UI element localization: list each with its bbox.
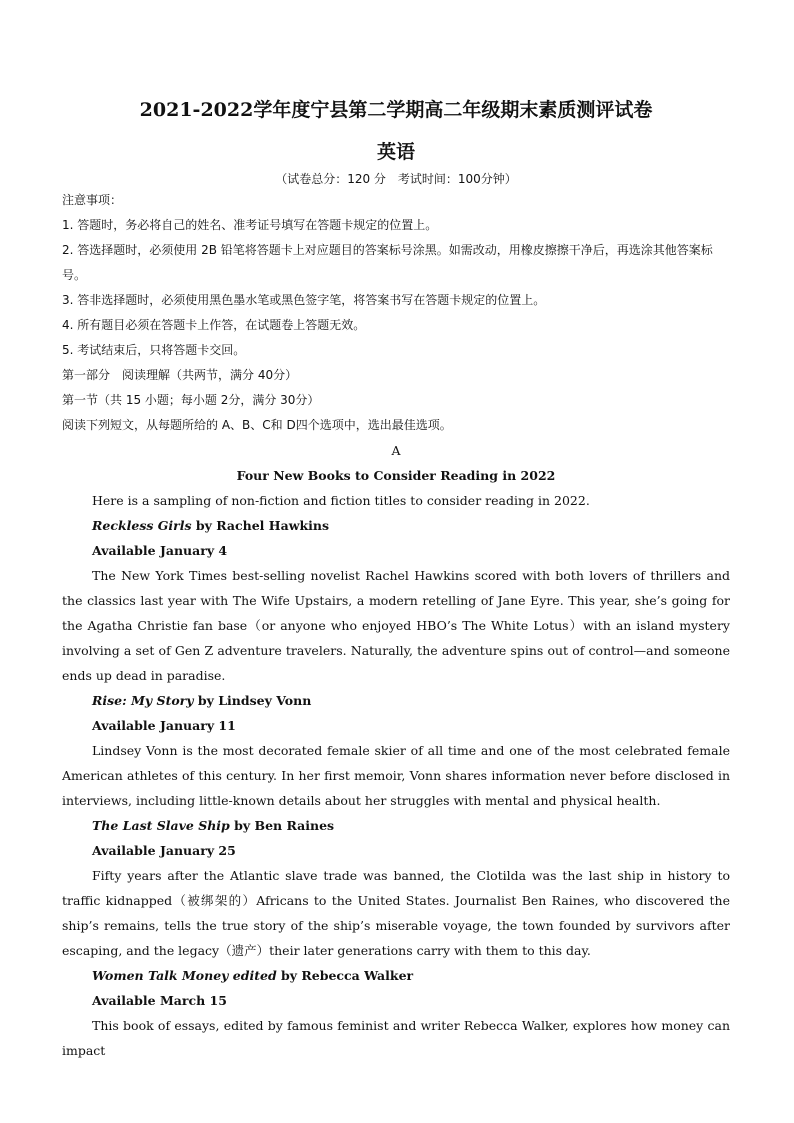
section-title: 第一节（共 15 小题；每小题 2分，满分 30分） [62, 393, 320, 407]
subject-title: 英语 [376, 141, 415, 163]
book-4-text: This book of essays, edited by famous feminist and writer Rebecca Walker, explores how money can impact [62, 1018, 730, 1058]
exam-meta: （试卷总分：120 分 考试时间：100分钟） [275, 172, 517, 186]
book-2-title: Rise: My Story [92, 693, 194, 708]
instruction: 阅读下列短文，从每题所给的 A、B、C和 D四个选项中，选出最佳选项。 [62, 418, 452, 432]
book-2-available: Available January 11 [92, 718, 236, 733]
exam-title: 2021-2022学年度宁县第二学期高二年级期末素质测评试卷 [139, 99, 653, 121]
book-4-available: Available March 15 [92, 993, 227, 1008]
book-3-available: Available January 25 [92, 843, 236, 858]
notes-heading: 注意事项： [62, 193, 123, 207]
note-item-3: 3. 答非选择题时，必须使用黑色墨水笔或黑色签字笔，将答案书写在答题卡规定的位置上。 [62, 293, 546, 307]
exam-page [62, 96, 730, 1063]
book-4-heading [62, 963, 730, 988]
book-1-text: The New York Times best-selling novelist Rachel Hawkins scored with both lovers of thrillers and the classics last year with The Wife Upstairs, a modern retelling of Jane Eyre. This year, she’s going for the Agatha Christie fan base（or anyone who enjoyed HBO’s The White Lotus）with an island mystery involving a set of Gen Z adventure travelers. Naturally, the adventure spins out of control—and someone ends up dead in paradise. [62, 568, 730, 683]
part-title: 第一部分 阅读理解（共两节，满分 40分） [62, 368, 298, 382]
passage-intro: Here is a sampling of non-fiction and fiction titles to consider reading in 2022. [92, 493, 590, 508]
book-1-heading [62, 513, 730, 538]
note-item-1: 1. 答题时，务必将自己的姓名、准考证号填写在答题卡规定的位置上。 [62, 218, 438, 232]
book-1-author: by Rachel Hawkins [191, 518, 329, 533]
note-item-4: 4. 所有题目必须在答题卡上作答，在试题卷上答题无效。 [62, 318, 366, 332]
book-2-author: by Lindsey Vonn [193, 693, 312, 708]
passage-letter: A [391, 443, 401, 458]
book-4-author: by Rebecca Walker [276, 968, 414, 983]
book-2-heading [62, 688, 730, 713]
book-1-available: Available January 4 [92, 543, 228, 558]
book-3-text: Fifty years after the Atlantic slave trade was banned, the Clotilda was the last ship in history to traffic kidnapped（被绑架的）Africans to the United States. Journalist Ben Raines, who discovered the ship’s remains, tells the true story of the ship’s miserable voyage, the town founded by survivors after escaping, and the legacy（遗产）their later generations carry with them to this day. [62, 868, 730, 958]
note-item-5: 5. 考试结束后，只将答题卡交回。 [62, 343, 246, 357]
passage-title: Four New Books to Consider Reading in 2022 [236, 468, 556, 483]
book-3-title: The Last Slave Ship [92, 818, 230, 833]
book-3-heading [62, 813, 730, 838]
book-4-title: Women Talk Money edited [92, 968, 277, 983]
note-item-2: 2. 答选择题时，必须使用 2B 铅笔将答题卡上对应题目的答案标号涂黑。如需改动，用橡皮擦擦干净后，再选涂其他答案标号。 [62, 243, 713, 282]
book-3-author: by Ben Raines [229, 818, 335, 833]
book-1-title: Reckless Girls [92, 518, 192, 533]
book-2-text: Lindsey Vonn is the most decorated female skier of all time and one of the most celebrated female American athletes of this century. In her first memoir, Vonn shares information never before disclosed in interviews, including little-known details about her struggles with mental and physical health. [62, 743, 730, 808]
